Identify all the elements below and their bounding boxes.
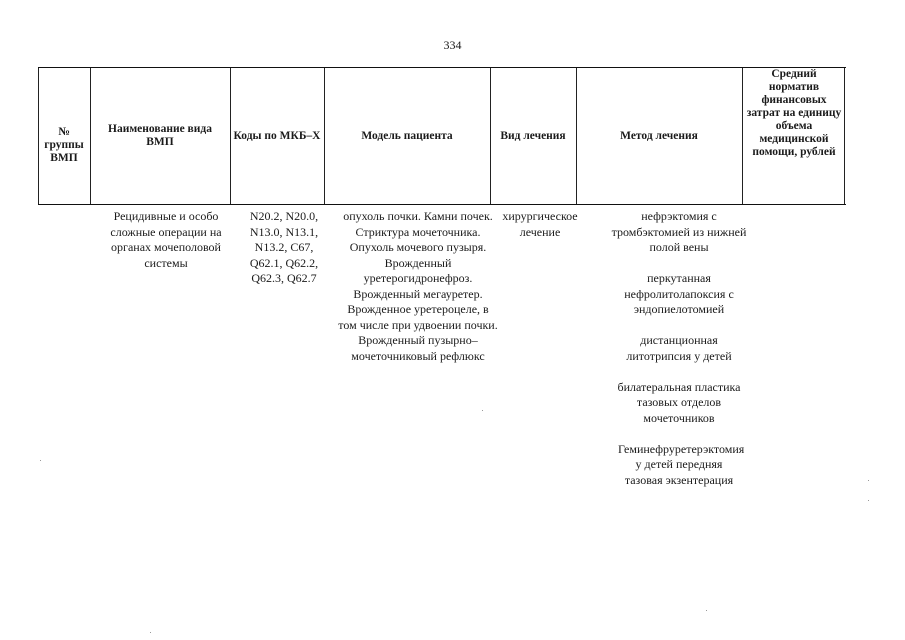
header-treatment-type: Вид лечения <box>500 129 566 142</box>
scan-speck <box>868 500 869 501</box>
row-treatment-type: хирургическое лечение <box>502 209 578 239</box>
header-cost: Средний норматив финансовых затрат на единицу объема медицинской помощи, рублей <box>746 68 842 158</box>
header-model: Модель пациента <box>361 129 453 142</box>
header-name: Наименование вида ВМП <box>108 123 212 148</box>
scan-speck <box>868 480 869 481</box>
header-divider <box>844 68 845 204</box>
method-item: перкутанная нефролитолапоксия с эндопиелотомией <box>624 271 734 316</box>
scan-speck <box>150 632 151 633</box>
page-number: 334 <box>443 38 462 52</box>
table-header <box>38 67 846 205</box>
row-codes: N20.2, N20.0, N13.0, N13.1, N13.2, C67, Q62.1, Q62.2, Q62.3, Q62.7 <box>249 209 319 285</box>
header-divider <box>230 68 231 204</box>
header-divider <box>742 68 743 204</box>
row-model: опухоль почки. Камни почек. Стриктура мочеточника. Опухоль мочевого пузыря. Врожденный уретерогидронефроз. Врожденный мегауретер. Врожденное уретероцеле, в том числе при удвоении почки. Врожденный пузырно–мочеточниковый рефлюкс <box>338 209 498 363</box>
scan-speck <box>482 410 483 411</box>
method-item: билатеральная пластика тазовых отделов мочеточников <box>617 379 741 425</box>
header-group: № группы ВМП <box>44 125 84 164</box>
header-divider <box>490 68 491 204</box>
header-divider <box>38 68 39 204</box>
header-divider <box>90 68 91 204</box>
method-item: нефрэктомия с тромбэктомией из нижней полой вены <box>611 209 747 254</box>
header-method: Метод лечения <box>620 129 698 142</box>
row-methods <box>604 209 754 504</box>
header-divider <box>576 68 577 204</box>
header-codes: Коды по МКБ–Х <box>233 129 321 142</box>
scan-speck <box>706 610 707 611</box>
scan-speck <box>40 460 41 461</box>
header-divider <box>324 68 325 204</box>
row-name: Рецидивные и особо сложные операции на органах мочеполовой системы <box>110 209 222 270</box>
method-item: Геминефруретерэктомия у детей передняя тазовая экзентерация <box>618 441 745 487</box>
method-item: дистанционная литотрипсия у детей <box>626 333 732 363</box>
